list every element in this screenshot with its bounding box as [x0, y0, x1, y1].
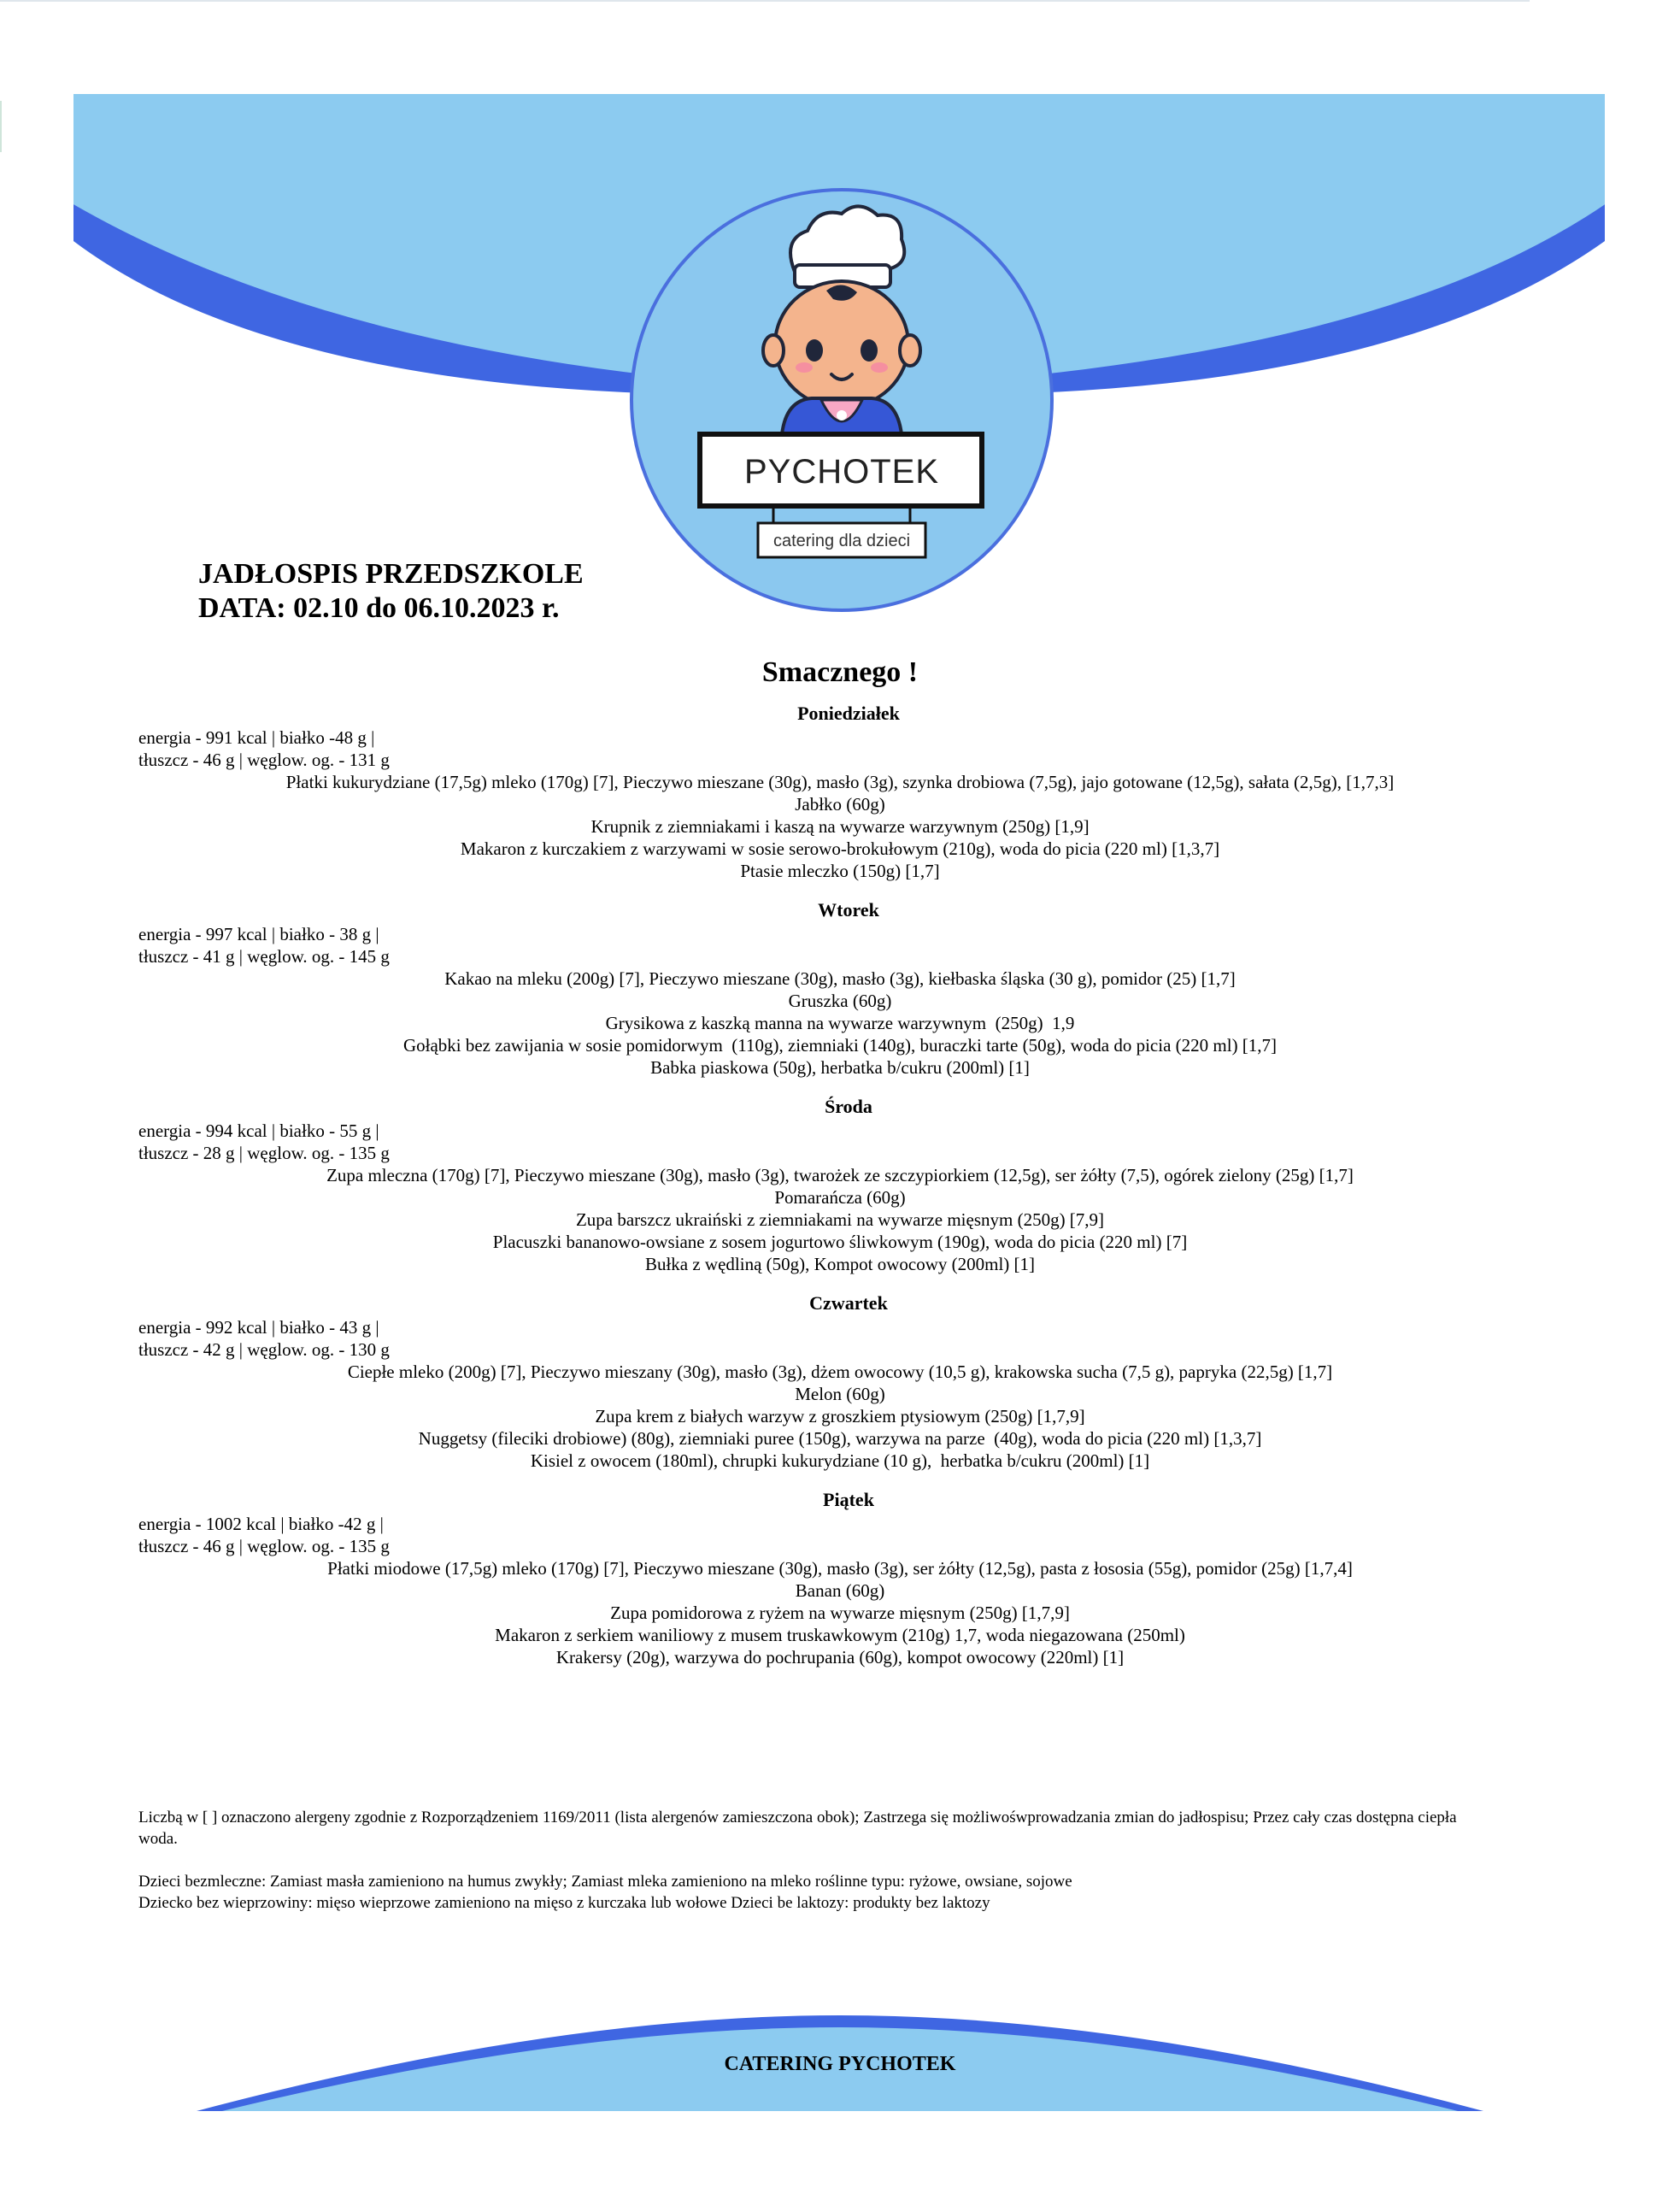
diet-note-line: Dzieci bezmleczne: Zamiast masła zamieniono na humus zwykły; Zamiast mleka zamieniono na mleko roślinne typu: ryżowe, owsiane, sojowe: [138, 1873, 1072, 1891]
meal-line: Gołąbki bez zawijania w sosie pomidorwym (110g), ziemniaki (140g), buraczki tarte (50g), woda do picia (220 ml) [1,7]: [402, 1035, 1278, 1056]
nutrition-line: tłuszcz - 28 g | węglow. og. - 135 g: [138, 1143, 390, 1163]
meal-line: Placuszki bananowo-owsiane z sosem jogurtowo śliwkowym (190g), woda do picia (220 ml) [7]: [492, 1232, 1188, 1252]
allergen-note-line: Liczbą w [ ] oznaczono alergeny zgodnie z Rozporządzeniem 1169/2011 (lista alergenów zamieszczona obok); Zastrzega się możliwośwprowadzania zmian do jadłospisu; Przez cały czas dostępna ciepła: [138, 1809, 1457, 1826]
day-thursday: [0, 1291, 1680, 1472]
meal-line: Nuggetsy (fileciki drobiowe) (80g), ziemniaki puree (150g), warzywa na parze (40g), woda do picia (220 ml) [1,3,7]: [418, 1428, 1262, 1449]
edge-mark: [0, 101, 2, 152]
meal-line: Melon (60g): [795, 1384, 885, 1404]
meal-line: Zupa mleczna (170g) [7], Pieczywo mieszane (30g), masło (3g), twarożek ze szczypiorkiem (12,5g), ser żółty (7,5), ogórek zielony (25g) [1,7]: [326, 1165, 1354, 1185]
nutrition-line: tłuszcz - 41 g | węglow. og. - 145 g: [138, 946, 390, 967]
nutrition-line: energia - 1002 kcal | białko -42 g |: [138, 1514, 384, 1534]
meal-line: Krakersy (20g), warzywa do pochrupania (60g), kompot owocowy (220ml) [1]: [555, 1647, 1125, 1667]
meal-line: Pomarańcza (60g): [774, 1187, 906, 1208]
day-name: Wtorek: [818, 899, 879, 920]
meal-line: Makaron z kurczakiem z warzywami w sosie serowo-brokułowym (210g), woda do picia (220 ml) [1,3,7]: [460, 838, 1220, 859]
meal-line: Kisiel z owocem (180ml), chrupki kukurydziane (10 g), herbatka b/cukru (200ml) [1]: [530, 1450, 1150, 1471]
nutrition-line: tłuszcz - 46 g | węglow. og. - 131 g: [138, 750, 390, 770]
footer-brand: CATERING PYCHOTEK: [724, 2053, 956, 2075]
day-name: Piątek: [823, 1489, 874, 1510]
diet-note: [138, 1871, 1557, 1914]
nutrition-line: tłuszcz - 46 g | węglow. og. - 135 g: [138, 1536, 390, 1556]
allergen-note: [138, 1807, 1557, 1850]
meal-line: Babka piaskowa (50g), herbatka b/cukru (200ml) [1]: [650, 1057, 1030, 1078]
nutrition-line: energia - 994 kcal | białko - 55 g |: [138, 1120, 379, 1141]
meal-line: Ciepłe mleko (200g) [7], Pieczywo mieszany (30g), masło (3g), dżem owocowy (10,5 g), krakowska sucha (7,5 g), papryka (22,5g) [1,7]: [347, 1362, 1333, 1382]
day-name: Poniedziałek: [797, 703, 900, 724]
day-friday: [0, 1487, 1680, 1668]
logo-brand-text: PYCHOTEK: [743, 453, 940, 491]
top-rule: [0, 0, 1530, 2]
greeting: Smacznego !: [761, 656, 919, 688]
meal-line: Banan (60g): [795, 1580, 885, 1601]
diet-note-line: Dziecko bez wieprzowiny: mięso wieprzowe zamieniono na mięso z kurczaka lub wołowe Dzieci be laktozy: produkty bez laktozy: [138, 1894, 990, 1912]
title-line-2: DATA: 02.10 do 06.10.2023 r.: [198, 592, 560, 624]
meal-line: Płatki kukurydziane (17,5g) mleko (170g) [7], Pieczywo mieszane (30g), masło (3g), szynka drobiowa (7,5g), jajo gotowane (12,5g), sałata (2,5g), [1,7,3]: [285, 772, 1395, 792]
baby-body-icon: [782, 398, 902, 434]
meal-line: Kakao na mleku (200g) [7], Pieczywo mieszane (30g), masło (3g), kiełbaska śląska (30 g), pomidor (25) [1,7]: [444, 968, 1236, 989]
meal-line: Makaron z serkiem waniliowy z musem truskawkowym (210g) 1,7, woda niegazowana (250ml): [495, 1625, 1185, 1645]
nutrition-line: tłuszcz - 42 g | węglow. og. - 130 g: [138, 1339, 390, 1360]
meal-line: Krupnik z ziemniakami i kaszą na wywarze warzywnym (250g) [1,9]: [590, 816, 1090, 837]
nutrition-line: energia - 992 kcal | białko - 43 g |: [138, 1317, 379, 1338]
meal-line: Zupa pomidorowa z ryżem na wywarze mięsnym (250g) [1,7,9]: [610, 1603, 1070, 1623]
logo-tagline-text: catering dla dzieci: [772, 532, 911, 550]
meal-line: Zupa barszcz ukraiński z ziemniakami na wywarze mięsnym (250g) [7,9]: [575, 1209, 1105, 1230]
title-line-1: JADŁOSPIS PRZEDSZKOLE: [198, 558, 584, 590]
menu-title: [198, 557, 584, 626]
chef-baby-logo-icon: [628, 186, 1055, 614]
day-name: Środa: [825, 1096, 872, 1117]
nutrition-line: energia - 991 kcal | białko -48 g |: [138, 727, 375, 748]
day-tuesday: [0, 897, 1680, 1079]
logo: [628, 186, 1055, 614]
day-monday: [0, 701, 1680, 882]
meal-line: Bułka z wędliną (50g), Kompot owocowy (200ml) [1]: [644, 1254, 1036, 1274]
nutrition-line: energia - 997 kcal | białko - 38 g |: [138, 924, 379, 944]
day-wednesday: [0, 1094, 1680, 1275]
meal-line: Ptasie mleczko (150g) [1,7]: [740, 861, 940, 881]
weekly-menu: [0, 701, 1680, 1684]
meal-line: Gruszka (60g): [788, 991, 892, 1011]
day-name: Czwartek: [809, 1292, 888, 1314]
allergen-note-line: woda.: [138, 1830, 178, 1848]
meal-line: Płatki miodowe (17,5g) mleko (170g) [7], Pieczywo mieszane (30g), masło (3g), ser żółty (12,5g), pasta z łososia (55g), pomidor (25g) [1,7,4]: [327, 1558, 1353, 1579]
footnotes: [138, 1807, 1557, 1935]
meal-line: Grysikowa z kaszką manna na wywarze warzywnym (250g) 1,9: [605, 1013, 1075, 1033]
meal-line: Zupa krem z białych warzyw z groszkiem ptysiowym (250g) [1,7,9]: [595, 1406, 1085, 1426]
meal-line: Jabłko (60g): [795, 794, 885, 815]
